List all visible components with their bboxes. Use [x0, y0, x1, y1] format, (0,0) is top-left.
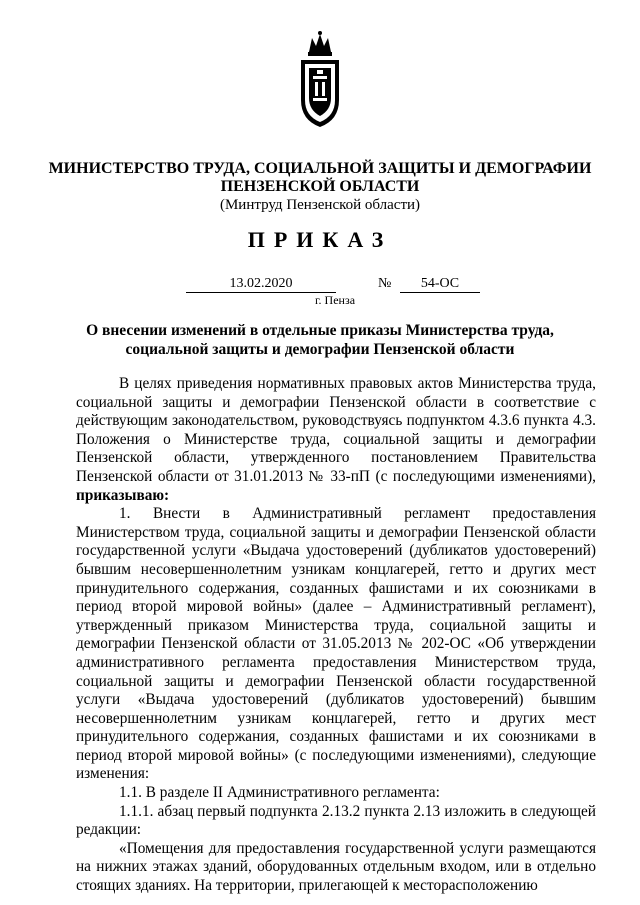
order-subject-line2: социальной защиты и демографии Пензенской области — [125, 341, 515, 358]
order-number-sign: № — [378, 276, 392, 291]
ministry-short-name: (Минтруд Пензенской области) — [219, 197, 421, 213]
paragraph-preamble — [76, 375, 596, 505]
coat-of-arms-icon — [295, 30, 345, 130]
ministry-name-line1: МИНИСТЕРСТВО ТРУДА, СОЦИАЛЬНОЙ ЗАЩИТЫ И ДЕМОГРАФИИ — [48, 160, 592, 177]
order-date: 13.02.2020 — [186, 276, 336, 293]
paragraph-quote: «Помещения для предоставления государственной услуги размещаются на нижних этажах зданий, оборудованных отдельным входом, или в отдельно стоящих зданиях. На территории, прилегающей к месторасположению — [76, 839, 596, 895]
order-subject — [70, 321, 570, 359]
order-city: г. Пенза — [314, 293, 356, 307]
ministry-name-line2: ПЕНЗЕНСКОЙ ОБЛАСТИ — [220, 178, 420, 195]
order-body — [76, 375, 596, 896]
paragraph-item-1-1: 1.1. В разделе II Административного регламента: — [119, 784, 440, 802]
paragraph-item-1-1-1: 1.1.1. абзац первый подпункта 2.13.2 пункта 2.13 изложить в следующей редакции: — [76, 802, 596, 839]
preamble-text: В целях приведения нормативных правовых актов Министерства труда, социальной защиты и демографии Пензенской области в соответствие с действующим законодательством, руководствуясь подпунктом 4.3.6 пункта 4.3. Положения о Министерстве труда, социальной защиты и демографии Пензенской области, утвержденного постановлением Правительства Пензенской области от 31.01.2013 № 33-пП (с последующими изменениями), — [76, 375, 596, 485]
order-number: 54-ОС — [400, 276, 480, 293]
order-directive: приказываю: — [76, 486, 170, 504]
paragraph-item-1: 1. Внести в Административный регламент предоставления Министерством труда, социальной защиты и демографии Пензенской области государственной услуги «Выдача удостоверений (дубликатов удостоверений) бывшим несовершеннолетним узникам концлагерей, гетто и других мест принудительного содержания, созданных фашистами и их союзниками в период второй мировой войны» (далее – Административный регламент), утвержденный приказом Министерства труда, социальной защиты и демографии Пензенской области от 31.05.2013 № 202-ОС «Об утверждении административного регламента предоставления Министерством труда, социальной защиты и демографии Пензенской области государственной услуги «Выдача удостоверений (дубликатов удостоверений) бывшим несовершеннолетним узникам концлагерей, гетто и других мест принудительного содержания, созданных фашистами и их союзниками в период второй мировой войны» (с последующими изменениями), следующие изменения: — [76, 505, 596, 783]
order-subject-line1: О внесении изменений в отдельные приказы Министерства труда, — [86, 322, 554, 339]
document-type-title: ПРИКАЗ — [247, 227, 393, 252]
